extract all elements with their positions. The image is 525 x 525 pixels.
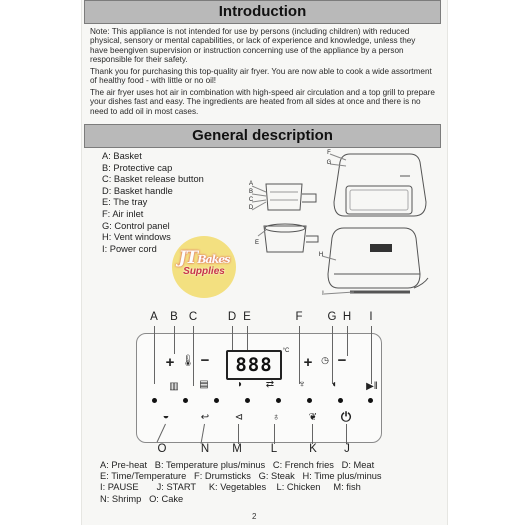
indicator-dot — [214, 398, 219, 403]
diagram-letter: I — [322, 291, 324, 297]
shop-watermark-logo — [172, 236, 236, 298]
temperature-plus-icon[interactable]: + — [165, 354, 175, 371]
safety-note: Note: This appliance is not intended for use by persons (including children) with reduced physical, sensory or mental capabilities, or lack of experience and knowledge, unless they have beengiven supervision or instruction concerning use of the appliance by a person responsible for their safety. — [90, 27, 416, 65]
indicator-dot — [183, 398, 188, 403]
part-item: I: Power cord — [102, 243, 157, 254]
time-minus-icon[interactable]: − — [337, 352, 347, 369]
preheat-icon[interactable]: ▥ — [169, 381, 179, 392]
part-item: A: Basket — [102, 151, 142, 161]
general-description-heading: General description — [84, 124, 441, 148]
indicator-dot — [245, 398, 250, 403]
drumstick-icon[interactable]: ♆ — [298, 379, 306, 390]
indicator-dot — [368, 398, 373, 403]
panel-letter-a: A — [150, 311, 158, 323]
clock-icon: ◷ — [321, 355, 329, 365]
part-item: F: Air inlet — [102, 208, 144, 219]
cake-icon[interactable]: ◒ — [162, 410, 170, 422]
legend-line: I: PAUSE J: START K: Vegetables L: Chicken M: fish — [100, 482, 361, 493]
part-item: E: The tray — [102, 197, 148, 208]
panel-letter-e: E — [243, 311, 251, 323]
part-item: G: Control panel — [102, 220, 170, 231]
watermark-logo-text: JTBakes — [178, 248, 230, 268]
leader-line — [274, 424, 275, 444]
thanks-paragraph: Thank you for purchasing this top-quality air fryer. You are now able to cook a wide assortment of healthy food - with little or no oil! — [90, 67, 432, 86]
panel-letter-h: H — [342, 311, 352, 323]
diagram-letter: H — [318, 252, 324, 258]
leader-line — [232, 326, 233, 350]
panel-letter-k: K — [309, 443, 317, 455]
air-fryer-diagram — [250, 148, 430, 304]
french-fries-icon[interactable]: ▤ — [199, 379, 209, 390]
time-plus-icon[interactable]: + — [303, 354, 313, 371]
part-item: H: Vent windows — [102, 232, 171, 243]
leader-line — [154, 326, 155, 384]
diagram-letter: E — [254, 240, 259, 246]
fish-icon[interactable]: ⊲ — [234, 412, 244, 423]
thermometer-icon: 🌡︎ — [181, 355, 195, 367]
watermark-subtitle: Supplies — [183, 266, 225, 277]
legend-line: A: Pre-heat B: Temperature plus/minus C: French fries D: Meat — [100, 460, 375, 470]
shrimp-icon[interactable]: ↩ — [200, 412, 210, 423]
indicator-dot — [276, 398, 281, 403]
page-number: 2 — [252, 512, 257, 521]
panel-letter-m: M — [232, 443, 242, 455]
leader-line — [174, 326, 175, 354]
indicator-dot — [152, 398, 157, 403]
panel-letter-n: N — [200, 443, 210, 455]
vegetables-icon[interactable]: ❦ — [308, 412, 318, 423]
chicken-icon[interactable]: ♁ — [272, 412, 280, 423]
time-temperature-icon[interactable]: ⇄ — [265, 379, 275, 390]
indicator-dot — [307, 398, 312, 403]
panel-letter-d: D — [227, 311, 237, 323]
diagram-letter: B — [248, 189, 253, 195]
leader-line — [371, 326, 372, 384]
diagram-letter: G — [326, 160, 332, 166]
power-start-icon[interactable]: ⏻ — [340, 409, 352, 424]
panel-letter-o: O — [157, 443, 167, 455]
air-fryer-paragraph: The air fryer uses hot air in combination with high-speed air circulation and a top grill to prepare your dishes fast and easy. The ingredients are heated from all sides at once and there is no need to add oil in most cases. — [90, 88, 435, 116]
panel-letter-i: I — [369, 311, 373, 323]
legend-line: E: Time/Temperature F: Drumsticks G: Steak H: Time plus/minus — [100, 471, 382, 482]
panel-letter-g: G — [327, 311, 337, 323]
digital-display: 888 — [226, 350, 282, 380]
panel-letter-c: C — [188, 311, 198, 323]
celsius-indicator: °C — [282, 348, 290, 354]
part-item: B: Protective cap — [102, 162, 173, 173]
panel-letter-l: L — [270, 443, 278, 455]
temperature-minus-icon[interactable]: − — [200, 352, 210, 369]
leader-line — [312, 424, 313, 444]
panel-letter-f: F — [295, 311, 303, 323]
leader-line — [238, 424, 239, 444]
control-legend — [100, 460, 382, 505]
steak-icon[interactable]: ◖ — [330, 379, 338, 390]
pause-icon[interactable]: ▶‖ — [366, 381, 378, 392]
diagram-letter: C — [248, 197, 254, 203]
diagram-letter: A — [248, 181, 253, 187]
leader-line — [247, 326, 248, 350]
indicator-dot — [338, 398, 343, 403]
meat-icon[interactable]: ◗ — [236, 379, 244, 390]
introduction-heading: Introduction — [84, 0, 441, 24]
leader-line — [346, 424, 347, 444]
panel-letter-b: B — [170, 311, 178, 323]
diagram-letter: D — [248, 205, 254, 211]
legend-line: N: Shrimp O: Cake — [100, 493, 184, 504]
part-item: D: Basket handle — [102, 185, 173, 196]
part-item: C: Basket release button — [102, 174, 204, 185]
panel-letter-j: J — [344, 443, 350, 455]
diagram-letter: F — [327, 150, 331, 156]
